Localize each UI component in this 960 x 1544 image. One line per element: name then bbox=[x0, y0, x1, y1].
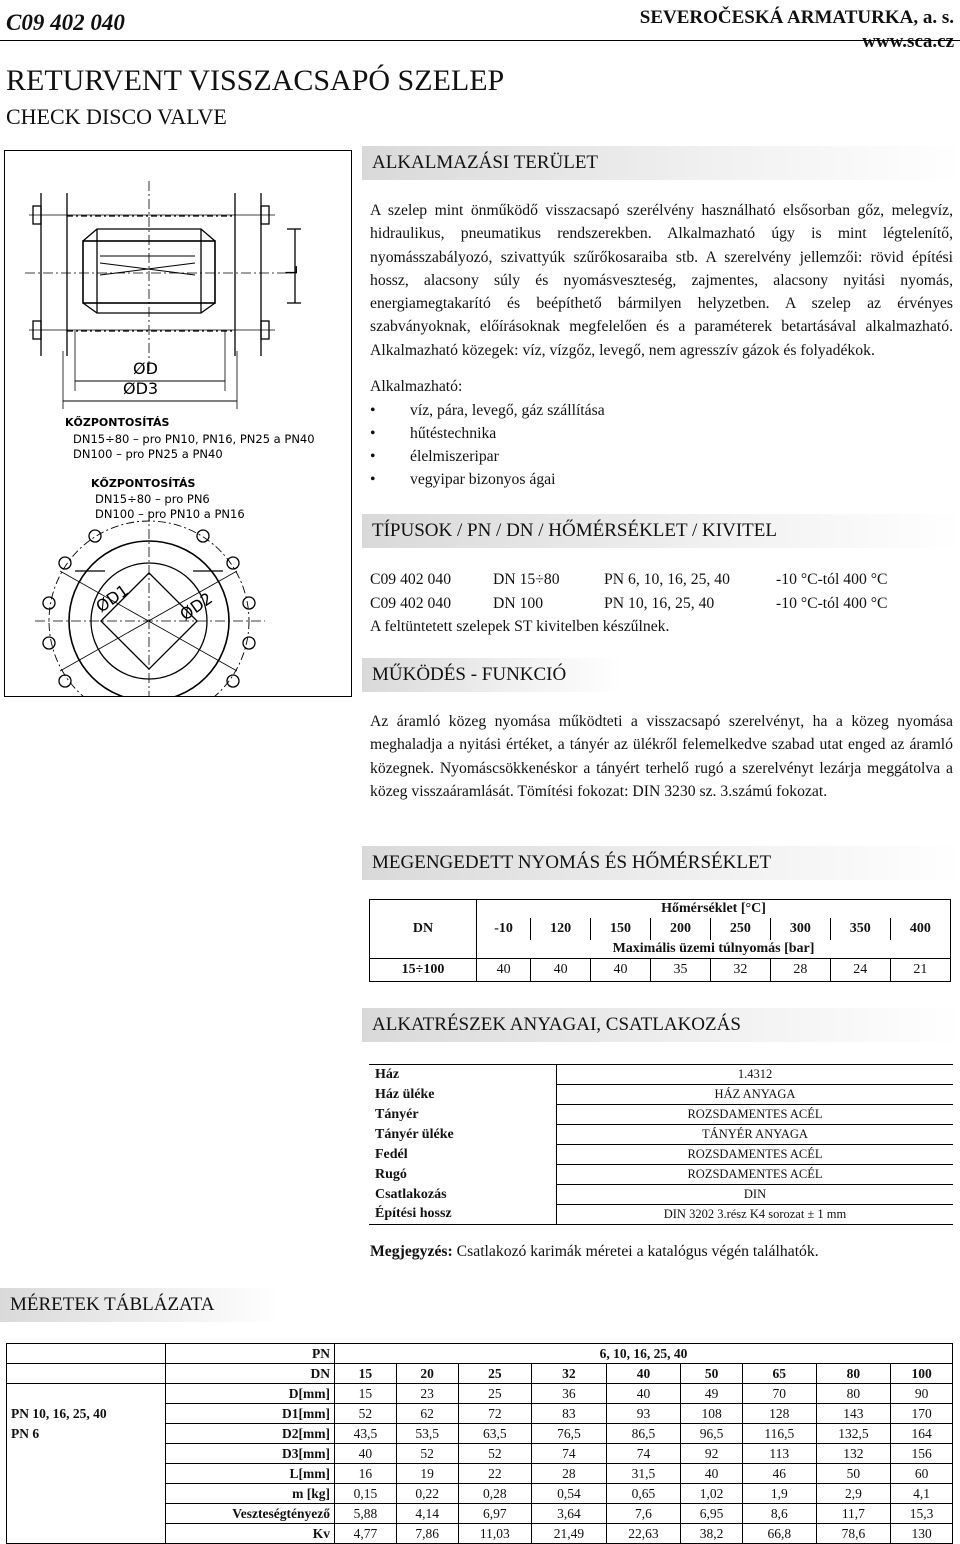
temp-cell: 350 bbox=[830, 918, 890, 940]
materials-table bbox=[369, 1064, 953, 1225]
dim-cell: 25 bbox=[458, 1384, 532, 1404]
dim-cell: 19 bbox=[396, 1464, 458, 1484]
dim-label: PN bbox=[166, 1344, 335, 1364]
dim-cell: 116,5 bbox=[743, 1424, 817, 1444]
dim-cell: 0,28 bbox=[458, 1484, 532, 1504]
dim-cell: 49 bbox=[681, 1384, 743, 1404]
function-text: Az áramló közeg nyomása működteti a visszacsapó szerelvényt, ha a közeg nyomása meghaladja a nyitási értéket, a tányér az ülékről felemelkedve szabad utat enged az áramló közegnek. Nyomáscsökkenéskor a tányért terhelő rugó a szerelvényt lezárja meggátolva a közeg visszaáramlását. Tömítési fokozat: DIN 3230 sz. 3.számú fokozat. bbox=[370, 713, 953, 800]
dim-cell: 40 bbox=[681, 1464, 743, 1484]
pressure-table bbox=[369, 899, 951, 982]
types-row: C09 402 040 DN 15÷80 PN 6, 10, 16, 25, 40 -10 °C-tól 400 °C bbox=[370, 571, 888, 588]
dim-cell: 40 bbox=[335, 1444, 397, 1464]
dim-cell: 1,02 bbox=[681, 1484, 743, 1504]
dim-cell: 76,5 bbox=[532, 1424, 607, 1444]
temp-cell: 200 bbox=[651, 918, 711, 940]
dim-side-cell bbox=[7, 1504, 166, 1524]
dim-cell: 0,15 bbox=[335, 1484, 397, 1504]
document-code: C09 402 040 bbox=[6, 10, 125, 35]
dim-side-cell bbox=[7, 1444, 166, 1464]
dim-cell: 4,77 bbox=[335, 1524, 397, 1544]
company-website[interactable]: www.sca.cz bbox=[862, 31, 954, 52]
dim-cell: 6,95 bbox=[681, 1504, 743, 1524]
dim-label: D2[mm] bbox=[166, 1424, 335, 1444]
material-row bbox=[369, 1185, 953, 1205]
material-part: Csatlakozás bbox=[369, 1185, 557, 1205]
dim-row bbox=[7, 1384, 953, 1404]
dim-cell: 5,88 bbox=[335, 1504, 397, 1524]
dim-cell: 130 bbox=[891, 1524, 953, 1544]
pressure-cell: 28 bbox=[770, 959, 830, 982]
pressure-dn-header: DN bbox=[370, 900, 477, 959]
dim-cell: 83 bbox=[532, 1404, 607, 1424]
dim-side-cell bbox=[7, 1344, 166, 1364]
dim-cell: 4,14 bbox=[396, 1504, 458, 1524]
dim-dn-cell: 65 bbox=[743, 1364, 817, 1384]
material-part: Tányér üléke bbox=[369, 1125, 557, 1145]
dim-cell: 2,9 bbox=[816, 1484, 891, 1504]
dim-cell: 143 bbox=[816, 1404, 891, 1424]
dim-cell: 0,22 bbox=[396, 1484, 458, 1504]
material-value: ROZSDAMENTES ACÉL bbox=[557, 1145, 954, 1165]
dim-cell: 92 bbox=[681, 1444, 743, 1464]
dim-cell: 38,2 bbox=[681, 1524, 743, 1544]
dim-cell: 15 bbox=[335, 1384, 397, 1404]
section-heading-materials: ALKATRÉSZEK ANYAGAI, CSATLAKOZÁS bbox=[362, 1008, 960, 1042]
company-block bbox=[640, 6, 954, 54]
dim-cell: 132 bbox=[816, 1444, 891, 1464]
application-list-intro: Alkalmazható: bbox=[370, 378, 463, 395]
pressure-temp-header: Hőmérséklet [°C] bbox=[477, 900, 951, 919]
temp-cell: -10 bbox=[477, 918, 531, 940]
dim-side-cell bbox=[7, 1384, 166, 1404]
dim-cell: 132,5 bbox=[816, 1424, 891, 1444]
note2-title: KŐZPONTOSÍTÁS bbox=[91, 477, 196, 490]
material-value: TÁNYÉR ANYAGA bbox=[557, 1125, 954, 1145]
types-list bbox=[370, 568, 887, 639]
dim-d1-label: ØD1 bbox=[92, 580, 133, 617]
dim-label: D1[mm] bbox=[166, 1404, 335, 1424]
company-name: SEVEROČESKÁ ARMATURKA, a. s. bbox=[639, 7, 954, 28]
dim-cell: 3,64 bbox=[532, 1504, 607, 1524]
list-item: • víz, pára, levegő, gáz szállítása bbox=[370, 402, 605, 419]
dim-side-label: PN 10, 16, 25, 40 bbox=[7, 1404, 166, 1424]
pressure-cell: 40 bbox=[477, 959, 531, 982]
temp-cell: 120 bbox=[531, 918, 591, 940]
dim-cell: 52 bbox=[396, 1444, 458, 1464]
pressure-cell: 35 bbox=[651, 959, 711, 982]
dim-cell: 96,5 bbox=[681, 1424, 743, 1444]
section-heading-function: MŰKÖDÉS - FUNKCIÓ bbox=[362, 658, 622, 692]
note1-line1: DN15÷80 – pro PN10, PN16, PN25 a PN40 bbox=[73, 432, 315, 446]
dim-label: Kv bbox=[166, 1524, 335, 1544]
dim-cell: 7,6 bbox=[606, 1504, 681, 1524]
pressure-dn-cell: 15÷100 bbox=[370, 959, 477, 982]
dim-dn-cell: 25 bbox=[458, 1364, 532, 1384]
dim-cell: 74 bbox=[606, 1444, 681, 1464]
dim-d3-label: ØD3 bbox=[123, 379, 159, 398]
dim-cell: 40 bbox=[606, 1384, 681, 1404]
note2-line2: DN100 – pro PN10 a PN16 bbox=[95, 507, 245, 521]
material-row bbox=[369, 1125, 953, 1145]
dim-cell: 62 bbox=[396, 1404, 458, 1424]
page-title: RETURVENT VISSZACSAPÓ SZELEP bbox=[6, 64, 505, 97]
dim-cell: 90 bbox=[891, 1384, 953, 1404]
dim-label: Veszteségtényező bbox=[166, 1504, 335, 1524]
dim-side-cell bbox=[7, 1464, 166, 1484]
application-text: A szelep mint önműködő visszacsapó szerélvény használható elsősorban gőz, melegvíz, hidraulikus, pneumatikus rendszerekben. Alkalmazható úgy is mint légtelenítő, nyomásszabályozó, szivattyúk szűrőkosaraiba stb. A szerelvény jellemzői: rövid építési hossz, alacsony súly és nyomásveszteség, zajmentes, alacsony nyitási nyomás, energiamegtakarító és beépíthető bármilyen helyzetben. A szelep az érvényes szabványoknak, előírásoknak megfelelően és a paraméterek betartásával alkalmazható. Alkalmazható közegek: víz, vízgőz, levegő, nem agresszív gázok és folyadékok. bbox=[370, 202, 953, 359]
dim-row bbox=[7, 1424, 953, 1444]
types-row: C09 402 040 DN 100 PN 10, 16, 25, 40 -10 °C-tól 400 °C bbox=[370, 594, 888, 612]
dim-cell: 52 bbox=[458, 1444, 532, 1464]
dim-label: L[mm] bbox=[166, 1464, 335, 1484]
list-item: • élelmiszeripar bbox=[370, 448, 499, 465]
dim-row bbox=[7, 1484, 953, 1504]
dim-cell: 80 bbox=[816, 1384, 891, 1404]
dim-d-label: ØD bbox=[133, 359, 158, 378]
dim-cell: 7,86 bbox=[396, 1524, 458, 1544]
list-item-text: vegyipar bizonyos ágai bbox=[410, 471, 556, 488]
material-row bbox=[369, 1065, 953, 1085]
material-row bbox=[369, 1165, 953, 1185]
material-row bbox=[369, 1105, 953, 1125]
material-part: Építési hossz bbox=[369, 1205, 557, 1225]
dim-cell: 113 bbox=[743, 1444, 817, 1464]
dimensions-table bbox=[6, 1343, 953, 1544]
pressure-cell: 24 bbox=[830, 959, 890, 982]
dim-cell: 60 bbox=[891, 1464, 953, 1484]
dim-row bbox=[7, 1444, 953, 1464]
material-part: Rugó bbox=[369, 1165, 557, 1185]
pressure-cell: 40 bbox=[591, 959, 651, 982]
section-heading-types: TÍPUSOK / PN / DN / HŐMÉRSÉKLET / KIVITEL bbox=[362, 514, 960, 548]
dim-cell: 63,5 bbox=[458, 1424, 532, 1444]
dim-cell: 23 bbox=[396, 1384, 458, 1404]
dim-cell: 70 bbox=[743, 1384, 817, 1404]
note1-title: KŐZPONTOSÍTÁS bbox=[65, 416, 170, 429]
dim-cell: 93 bbox=[606, 1404, 681, 1424]
dim-cell: 21,49 bbox=[532, 1524, 607, 1544]
list-item-text: hűtéstechnika bbox=[410, 425, 497, 442]
material-part: Ház bbox=[369, 1065, 557, 1085]
pressure-cell: 32 bbox=[710, 959, 770, 982]
dim-side-cell bbox=[7, 1484, 166, 1504]
temp-cell: 300 bbox=[770, 918, 830, 940]
dim-dn-cell: 32 bbox=[532, 1364, 607, 1384]
temp-cell: 400 bbox=[890, 918, 950, 940]
dim-cell: 11,7 bbox=[816, 1504, 891, 1524]
note-label: Megjegyzés: bbox=[370, 1243, 453, 1260]
dim-cell: 108 bbox=[681, 1404, 743, 1424]
technical-drawing bbox=[4, 150, 352, 697]
pressure-cell: 40 bbox=[531, 959, 591, 982]
material-part: Fedél bbox=[369, 1145, 557, 1165]
dim-dn-cell: 80 bbox=[816, 1364, 891, 1384]
dim-label: D3[mm] bbox=[166, 1444, 335, 1464]
dim-d2-label: ØD2 bbox=[176, 588, 217, 625]
dim-side-label: PN 6 bbox=[7, 1424, 166, 1444]
dim-cell: 66,8 bbox=[743, 1524, 817, 1544]
dim-side-cell bbox=[7, 1364, 166, 1384]
dim-cell: 4,1 bbox=[891, 1484, 953, 1504]
material-value: DIN bbox=[557, 1185, 954, 1205]
dim-cell: 72 bbox=[458, 1404, 532, 1424]
list-item-text: víz, pára, levegő, gáz szállítása bbox=[410, 402, 605, 419]
dim-cell: 28 bbox=[532, 1464, 607, 1484]
dim-cell: 52 bbox=[335, 1404, 397, 1424]
dim-row-dn bbox=[7, 1364, 953, 1384]
dim-row bbox=[7, 1504, 953, 1524]
material-value: 1.4312 bbox=[557, 1065, 954, 1085]
dim-cell: 22 bbox=[458, 1464, 532, 1484]
material-value: ROZSDAMENTES ACÉL bbox=[557, 1165, 954, 1185]
dim-cell: 36 bbox=[532, 1384, 607, 1404]
dim-cell: 170 bbox=[891, 1404, 953, 1424]
dim-cell: 156 bbox=[891, 1444, 953, 1464]
dim-l-label: L bbox=[282, 266, 301, 275]
list-item: • hűtéstechnika bbox=[370, 425, 497, 442]
material-value: DIN 3202 3.rész K4 sorozat ± 1 mm bbox=[557, 1205, 954, 1225]
dim-dn-cell: 20 bbox=[396, 1364, 458, 1384]
dim-dn-cell: 15 bbox=[335, 1364, 397, 1384]
dim-dn-cell: 100 bbox=[891, 1364, 953, 1384]
dim-row bbox=[7, 1464, 953, 1484]
dim-dn-cell: 40 bbox=[606, 1364, 681, 1384]
dim-cell: 164 bbox=[891, 1424, 953, 1444]
material-part: Ház üléke bbox=[369, 1085, 557, 1105]
section-heading-pressure: MEGENGEDETT NYOMÁS ÉS HŐMÉRSÉKLET bbox=[362, 846, 960, 880]
dim-row bbox=[7, 1404, 953, 1424]
material-row bbox=[369, 1145, 953, 1165]
material-value: HÁZ ANYAGA bbox=[557, 1085, 954, 1105]
dim-row-pn bbox=[7, 1344, 953, 1364]
dim-cell: 74 bbox=[532, 1444, 607, 1464]
valve-drawing-svg bbox=[5, 151, 351, 696]
dim-cell: 78,6 bbox=[816, 1524, 891, 1544]
material-value: ROZSDAMENTES ACÉL bbox=[557, 1105, 954, 1125]
dim-label: m [kg] bbox=[166, 1484, 335, 1504]
material-row bbox=[369, 1085, 953, 1105]
dim-cell: 1,9 bbox=[743, 1484, 817, 1504]
header-divider bbox=[0, 40, 960, 41]
materials-note bbox=[370, 1243, 819, 1261]
dim-cell: 22,63 bbox=[606, 1524, 681, 1544]
list-item: • vegyipar bizonyos ágai bbox=[370, 471, 556, 488]
dim-label: DN bbox=[166, 1364, 335, 1384]
note-text: Csatlakozó karimák méretei a katalógus végén találhatók. bbox=[456, 1243, 819, 1260]
dim-cell: 8,6 bbox=[743, 1504, 817, 1524]
section-heading-dimensions: MÉRETEK TÁBLÁZATA bbox=[0, 1288, 280, 1322]
dim-cell: 6,97 bbox=[458, 1504, 532, 1524]
section-heading-application: ALKALMAZÁSI TERÜLET bbox=[362, 146, 960, 180]
dim-cell: 15,3 bbox=[891, 1504, 953, 1524]
dim-cell: 16 bbox=[335, 1464, 397, 1484]
material-row bbox=[369, 1205, 953, 1225]
dim-dn-cell: 50 bbox=[681, 1364, 743, 1384]
dim-cell: 43,5 bbox=[335, 1424, 397, 1444]
dim-pn-value: 6, 10, 16, 25, 40 bbox=[335, 1344, 953, 1364]
dim-label: D[mm] bbox=[166, 1384, 335, 1404]
dim-cell: 0,54 bbox=[532, 1484, 607, 1504]
dim-cell: 11,03 bbox=[458, 1524, 532, 1544]
material-part: Tányér bbox=[369, 1105, 557, 1125]
dim-cell: 46 bbox=[743, 1464, 817, 1484]
dim-cell: 50 bbox=[816, 1464, 891, 1484]
page-subtitle: CHECK DISCO VALVE bbox=[6, 104, 227, 129]
note2-line1: DN15÷80 – pro PN6 bbox=[95, 492, 210, 506]
temp-cell: 150 bbox=[591, 918, 651, 940]
temp-cell: 250 bbox=[710, 918, 770, 940]
dim-cell: 128 bbox=[743, 1404, 817, 1424]
list-item-text: élelmiszeripar bbox=[410, 448, 499, 465]
pressure-value-header: Maximális üzemi túlnyomás [bar] bbox=[477, 940, 951, 959]
note1-line2: DN100 – pro PN25 a PN40 bbox=[73, 447, 223, 461]
dim-cell: 53,5 bbox=[396, 1424, 458, 1444]
dim-cell: 0,65 bbox=[606, 1484, 681, 1504]
dim-cell: 86,5 bbox=[606, 1424, 681, 1444]
pressure-cell: 21 bbox=[890, 959, 950, 982]
types-note: A feltüntetett szelepek ST kivitelben készűlnek. bbox=[370, 618, 670, 635]
dim-cell: 31,5 bbox=[606, 1464, 681, 1484]
